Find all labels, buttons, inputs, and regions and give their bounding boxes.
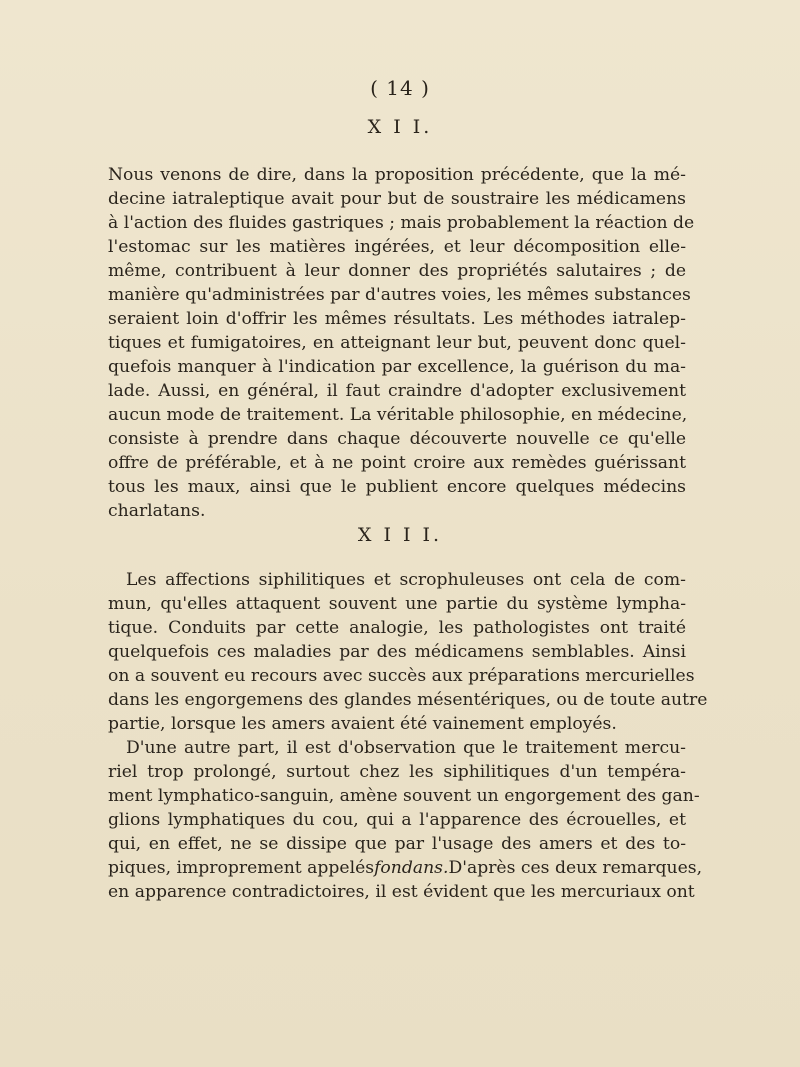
text-line: consiste à prendre dans chaque découverte nouvelle ce qu'elle [108,429,686,449]
text-line: tique. Conduits par cette analogie, les pathologistes ont traité [108,618,686,638]
text-line: partie, lorsque les amers avaient été vainement employés. [108,714,617,734]
text-line: l'estomac sur les matières ingérées, et leur décomposition elle- [108,237,686,257]
text-line: quefois manquer à l'indication par excellence, la guérison du ma- [108,357,686,377]
text-segment: piques, improprement appelés [108,858,375,878]
text-line: lade. Aussi, en général, il faut craindre d'adopter exclusivement [108,381,686,401]
text-line: D'une autre part, il est d'observation que le traitement mercu- [126,738,686,758]
text-line: charlatans. [108,501,206,521]
text-line: ment lymphatico-sanguin, amène souvent un engorgement des gan- [108,786,700,806]
paragraph [108,736,703,904]
paragraph [108,568,708,736]
text-line: offre de préférable, et à ne point croire aux remèdes guérissant [108,453,686,473]
text-line: tous les maux, ainsi que le publient encore quelques médecins [108,477,686,497]
section-heading-xii: X I I. [367,116,433,138]
text-line: Les affections siphilitiques et scrophuleuses ont cela de com- [126,570,686,590]
text-line: Nous venons de dire, dans la proposition précédente, que la mé- [108,165,686,185]
section-xiii-text [108,568,708,904]
section-xii-text [108,163,695,523]
text-line: glions lymphatiques du cou, qui a l'apparence des écrouelles, et [108,810,686,830]
text-line: mun, qu'elles attaquent souvent une partie du système lympha- [108,594,686,614]
text-line: on a souvent eu recours avec succès aux préparations mercurielles [108,666,695,686]
text-line: dans les engorgemens des glandes mésentériques, ou de toute autre [108,690,708,710]
italic-term: fondans. [374,858,449,878]
text-line: quelquefois ces maladies par des médicamens semblables. Ainsi [108,642,686,662]
section-heading-xiii: X I I I. [357,524,443,546]
text-line: tiques et fumigatoires, en atteignant leur but, peuvent donc quel- [108,333,686,353]
text-line: même, contribuent à leur donner des propriétés salutaires ; de [108,261,686,281]
text-line: à l'action des fluides gastriques ; mais probablement la réaction de [108,213,695,233]
page-number: ( 14 ) [370,76,430,100]
text-line: decine iatraleptique avait pour but de soustraire les médicamens [108,189,686,209]
text-line: manière qu'administrées par d'autres voies, les mêmes substances [108,285,691,305]
text-line: qui, en effet, ne se dissipe que par l'usage des amers et des to- [108,834,686,854]
text-line: seraient loin d'offrir les mêmes résultats. Les méthodes iatralep- [108,309,686,329]
text-line: aucun mode de traitement. La véritable philosophie, en médecine, [108,405,688,425]
text-line: en apparence contradictoires, il est évident que les mercuriaux ont [108,882,695,902]
text-line: riel trop prolongé, surtout chez les siphilitiques d'un tempéra- [108,762,686,782]
paragraph [108,163,695,523]
text-line [108,856,703,880]
text-segment: D'après ces deux remarques, [448,858,703,878]
